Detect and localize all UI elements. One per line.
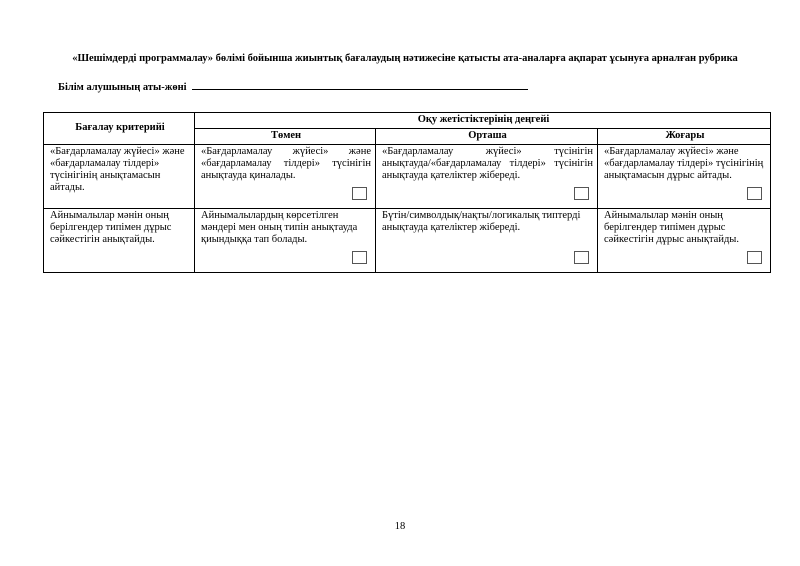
descriptor-text: Айнымалылар мәнін оның берілгендер типімен дұрыс сәйкестігін дұрыс анықтайды. <box>604 210 739 245</box>
level-mid-header: Орташа <box>376 129 598 145</box>
checkbox[interactable] <box>747 187 762 200</box>
criterion-cell <box>44 145 195 209</box>
table-row <box>44 145 771 209</box>
descriptor-text: «Бағдарламалау жүйесі» және «бағдарламалау тілдері» түсінігінің анықтамасын дұрыс айтады. <box>604 146 764 181</box>
checkbox[interactable] <box>352 187 367 200</box>
low-level-cell <box>195 209 376 273</box>
checkbox[interactable] <box>352 251 367 264</box>
low-level-cell <box>195 145 376 209</box>
descriptor-text: «Бағдарламалау жүйесі» түсінігін анықтауда/«бағдарламалау тілдері» түсінігін анықтауда қателіктер жібереді. <box>382 146 593 181</box>
criteria-header: Бағалау критерийі <box>44 113 195 145</box>
high-level-cell <box>598 145 771 209</box>
student-name-line <box>58 80 528 93</box>
criterion-cell <box>44 209 195 273</box>
checkbox[interactable] <box>574 251 589 264</box>
levels-header: Оқу жетістіктерінің деңгейі <box>195 113 771 129</box>
criterion-text: «Бағдарламалау жүйесі» және «бағдарламалау тілдері» түсінігінің анықтамасын айтады. <box>50 146 185 193</box>
document-title: «Шешімдерді программалау» бөлімі бойынша жиынтық бағалаудың нәтижесіне қатысты ата-аналарға ақпарат ұсынуға арналған рубрика <box>72 53 738 64</box>
level-low-header: Төмен <box>195 129 376 145</box>
checkbox[interactable] <box>747 251 762 264</box>
rubric-table <box>43 112 771 273</box>
mid-level-cell <box>376 209 598 273</box>
descriptor-text: Айнымалылардың көрсетілген мәндері мен оның типін анықтауда қиындыққа тап болады. <box>201 210 358 245</box>
student-name-blank[interactable] <box>192 80 528 90</box>
student-name-label: Білім алушының аты-жөні <box>58 82 187 93</box>
checkbox[interactable] <box>574 187 589 200</box>
mid-level-cell <box>376 145 598 209</box>
level-high-header: Жоғары <box>598 129 771 145</box>
page-number: 18 <box>394 521 406 532</box>
high-level-cell <box>598 209 771 273</box>
criterion-text: Айнымалылар мәнін оның берілгендер типімен дұрыс сәйкестігін анықтайды. <box>50 210 172 245</box>
descriptor-text: Бүтін/символдық/нақты/логикалық типтерді анықтауда қателіктер жібереді. <box>382 210 581 233</box>
table-row <box>44 209 771 273</box>
descriptor-text: «Бағдарламалау жүйесі» және «бағдарламалау тілдері» түсінігін анықтауда қиналады. <box>201 146 371 181</box>
